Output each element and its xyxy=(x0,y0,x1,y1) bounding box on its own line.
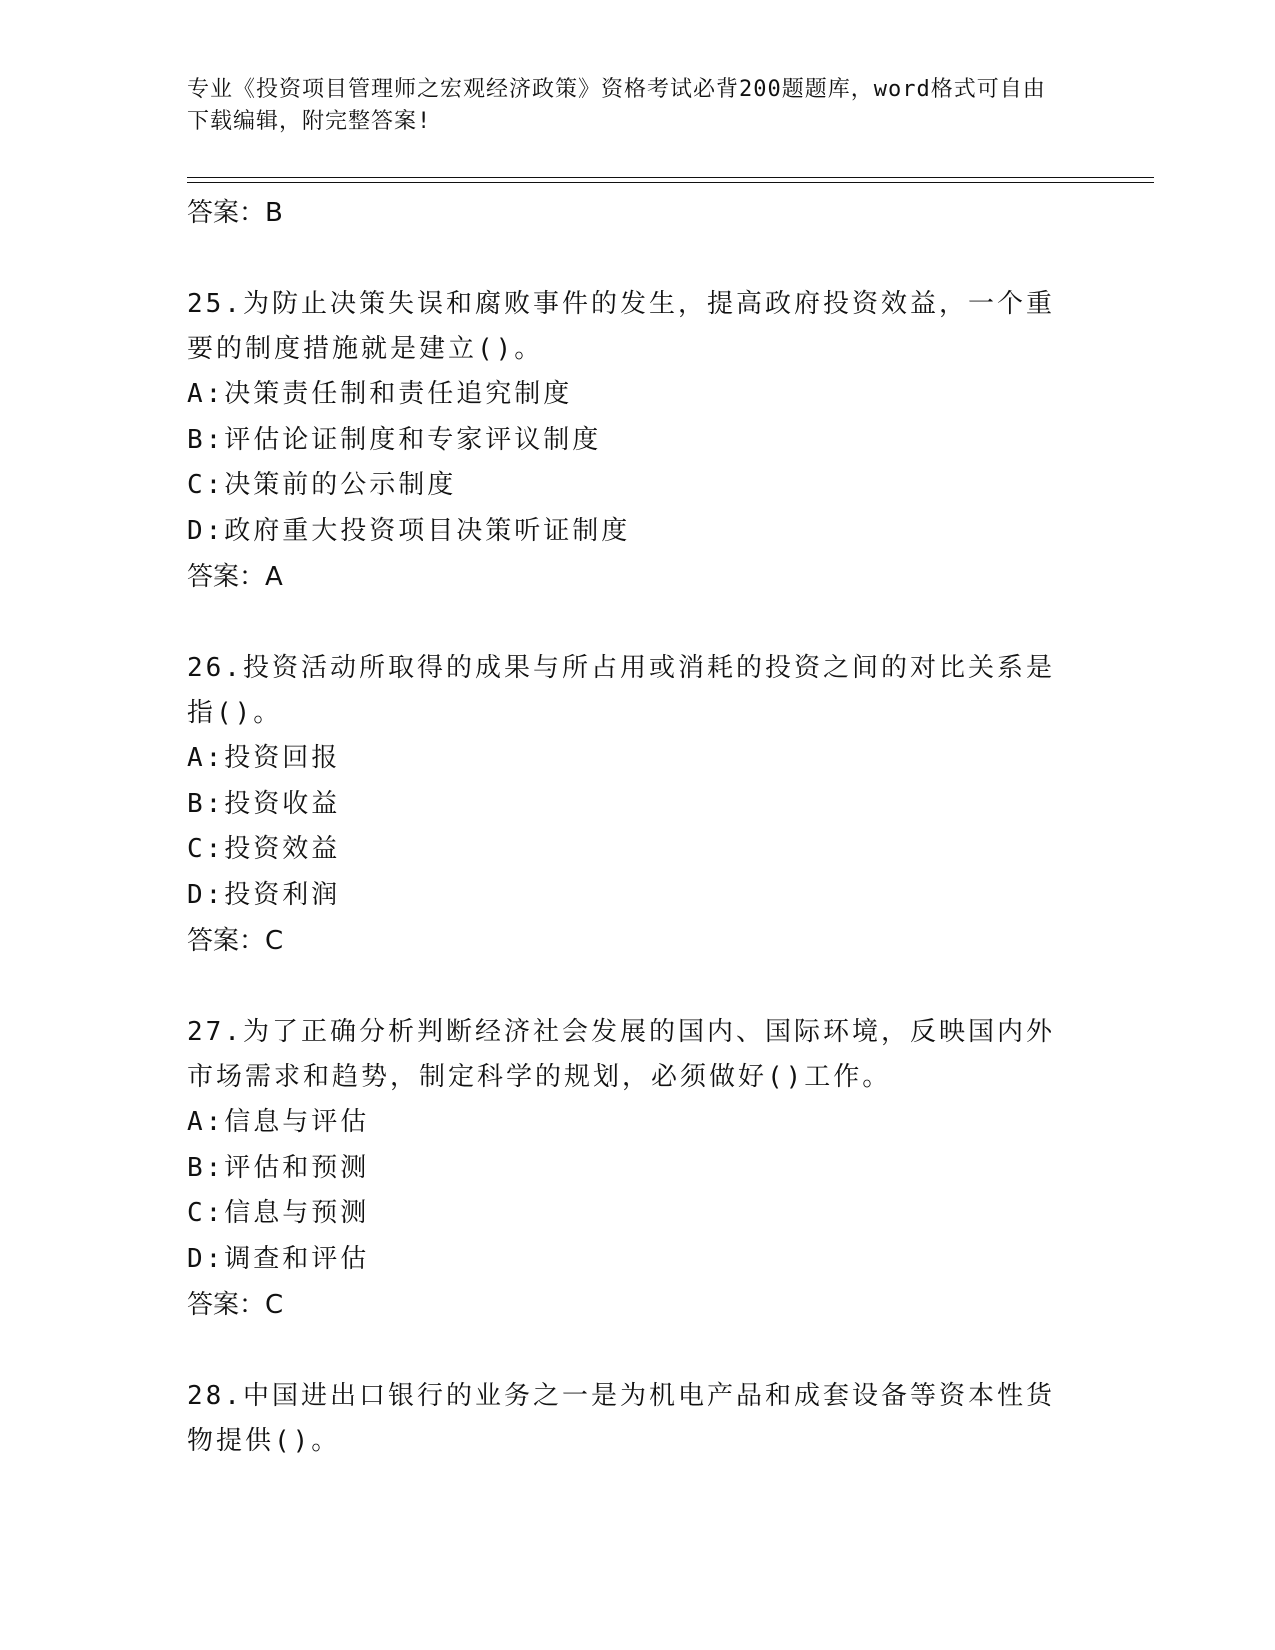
option-b: B:投资收益 xyxy=(187,788,341,819)
option-d: D:调查和评估 xyxy=(187,1243,370,1274)
option-b: B:评估和预测 xyxy=(187,1152,370,1183)
question-stem: 27.为了正确分析判断经济社会发展的国内、国际环境，反映国内外市场需求和趋势，制定科学的规划，必须做好()工作。 xyxy=(187,1017,1055,1092)
answer-line: 答案：B xyxy=(187,198,283,228)
answer-line: 答案：A xyxy=(187,562,283,592)
header-rule-bottom xyxy=(187,182,1154,183)
question-26 xyxy=(187,646,1087,964)
question-28 xyxy=(187,1374,1087,1464)
option-c: C:决策前的公示制度 xyxy=(187,470,457,500)
answer-line: 答案：C xyxy=(187,926,284,956)
answer-line: 答案：C xyxy=(187,1290,284,1320)
question-25 xyxy=(187,282,1087,600)
spacer xyxy=(187,1328,1087,1374)
question-27 xyxy=(187,1010,1087,1328)
option-d: D:投资利润 xyxy=(187,879,341,910)
question-stem: 28.中国进出口银行的业务之一是为机电产品和成套设备等资本性货物提供()。 xyxy=(187,1381,1055,1456)
document-header: 专业《投资项目管理师之宏观经济政策》资格考试必背200题题库，word格式可自由下载编辑，附完整答案! xyxy=(187,77,1046,134)
spacer xyxy=(187,600,1087,646)
question-list xyxy=(187,190,1087,1464)
spacer xyxy=(187,964,1087,1010)
option-b: B:评估论证制度和专家评议制度 xyxy=(187,424,602,455)
option-a: A:信息与评估 xyxy=(187,1107,370,1137)
header-rule-top xyxy=(187,177,1154,178)
option-c: C:投资效益 xyxy=(187,834,341,864)
option-a: A:决策责任制和责任追究制度 xyxy=(187,379,573,409)
option-d: D:政府重大投资项目决策听证制度 xyxy=(187,515,631,546)
option-c: C:信息与预测 xyxy=(187,1198,370,1228)
question-stem: 26.投资活动所取得的成果与所占用或消耗的投资之间的对比关系是指()。 xyxy=(187,653,1055,728)
spacer xyxy=(187,236,1087,282)
question-stem: 25.为防止决策失误和腐败事件的发生，提高政府投资效益，一个重要的制度措施就是建立()。 xyxy=(187,289,1055,364)
option-a: A:投资回报 xyxy=(187,743,341,773)
